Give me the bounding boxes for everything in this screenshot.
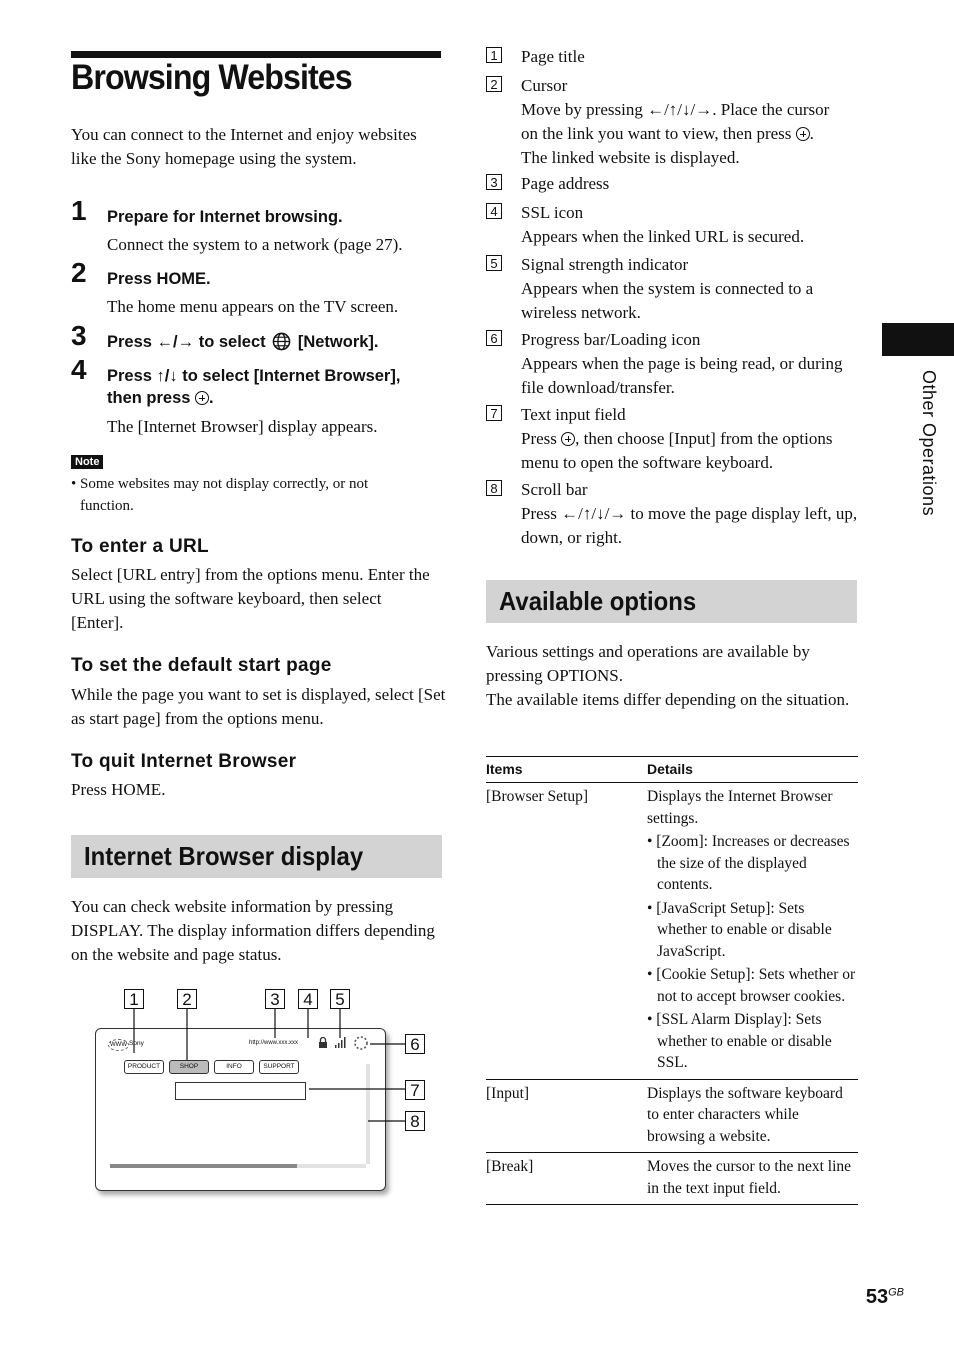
- table-cell-item: [Break]: [486, 1153, 647, 1205]
- note-badge: Note: [71, 455, 103, 469]
- legend-title: Page title: [521, 47, 585, 66]
- detail-bullet: • [SSL Alarm Display]: Sets whether to enable or disable SSL.: [647, 1011, 832, 1071]
- site-name: Sony: [129, 1040, 144, 1047]
- legend-desc-pre: on the link you want to view, then press: [521, 124, 792, 143]
- tv-button-product: PRODUCT: [124, 1060, 164, 1074]
- legend-number: 5: [486, 255, 502, 271]
- legend-title: Progress bar/Loading icon: [521, 330, 701, 349]
- section-band: [71, 835, 442, 878]
- step-heading: [107, 331, 379, 353]
- legend-number: 1: [486, 47, 502, 63]
- section-band-title: Available options: [499, 586, 697, 616]
- table-header-row: [486, 757, 858, 783]
- tv-button-support: SUPPORT: [259, 1060, 299, 1074]
- legend-desc: Appears when the page is being read, or during file download/transfer.: [521, 354, 843, 397]
- legend-desc-pre: Press: [521, 429, 557, 448]
- table-header: Details: [647, 757, 858, 783]
- callout-3: 3: [265, 989, 285, 1009]
- step-body: Connect the system to a network (page 27).: [107, 235, 403, 254]
- enter-button-icon: [796, 127, 810, 141]
- enter-button-icon: [561, 432, 575, 446]
- detail-text: Displays the Internet Browser settings.: [647, 788, 833, 827]
- callout-6: 6: [405, 1034, 425, 1054]
- legend-text: [521, 74, 861, 170]
- table-row: [486, 783, 858, 1080]
- page-number: [866, 1286, 904, 1309]
- table-cell-item: [Browser Setup]: [486, 783, 647, 1080]
- options-intro-text: Various settings and operations are available by pressing OPTIONS.: [486, 642, 810, 685]
- section-body: Select [URL entry] from the options menu. Enter the URL using the software keyboard, then select [Enter].: [71, 565, 430, 632]
- legend-desc: Press ←/↑/↓/→ to move the page display left, up, down, or right.: [521, 504, 858, 547]
- step-heading-post: [Network].: [297, 333, 379, 351]
- table-header: Items: [486, 757, 647, 783]
- legend-text: [521, 201, 861, 249]
- network-icon: [272, 332, 291, 351]
- table-row: [486, 1153, 858, 1205]
- detail-bullet: • [Zoom]: Increases or decreases the size of the displayed contents.: [647, 833, 850, 893]
- detail-bullet: • [JavaScript Setup]: Sets whether to enable or disable JavaScript.: [647, 899, 832, 960]
- legend-desc: Appears when the linked URL is secured.: [521, 227, 805, 246]
- step-number: 1: [71, 195, 87, 226]
- note-text: • Some websites may not display correctly, or not: [71, 476, 369, 492]
- enter-button-icon: [195, 391, 209, 405]
- step-heading: Prepare for Internet browsing.: [107, 208, 343, 226]
- table-cell-item: [Input]: [486, 1079, 647, 1153]
- legend-number: 7: [486, 405, 502, 421]
- legend-title: Cursor: [521, 76, 568, 95]
- step-heading-pre: then press: [107, 389, 191, 407]
- legend-title: SSL icon: [521, 203, 584, 222]
- step-heading: Press ↑/↓ to select [Internet Browser],: [107, 367, 401, 385]
- legend-number: 6: [486, 330, 502, 346]
- tv-button-info: INFO: [214, 1060, 254, 1074]
- table-row: [486, 1079, 858, 1153]
- legend-number: 2: [486, 76, 502, 92]
- legend-desc: Appears when the system is connected to a wireless network.: [521, 279, 814, 322]
- section-heading: To set the default start page: [71, 655, 332, 676]
- legend-text: [521, 403, 861, 475]
- page-address: http://www.xxx.xxx: [249, 1040, 299, 1046]
- legend-number: 8: [486, 480, 502, 496]
- title-rule: [71, 51, 441, 58]
- section-tab-marker: [882, 323, 954, 356]
- legend-desc-post: .: [809, 124, 814, 143]
- detail-bullet: • [Cookie Setup]: Sets whether or not to accept browser cookies.: [647, 966, 856, 1005]
- callout-4: 4: [298, 989, 318, 1009]
- callout-2: 2: [177, 989, 197, 1009]
- page-number-suffix: GB: [888, 1286, 904, 1299]
- callout-7: 7: [405, 1080, 425, 1100]
- section-band: [486, 580, 857, 623]
- browser-display-body: You can check website information by pressing DISPLAY. The display information differs depending on the website and page status.: [71, 897, 435, 964]
- page-number-value: 53: [865, 1286, 889, 1308]
- section-body: Press HOME.: [71, 780, 166, 799]
- legend-desc-post: , then choose [Input] from the options menu to open the software keyboard.: [521, 429, 833, 472]
- step-number: 3: [71, 320, 87, 351]
- options-table: [486, 756, 858, 1205]
- section-body: While the page you want to set is displayed, select [Set as start page] from the options menu.: [71, 685, 446, 728]
- legend-desc: [521, 427, 861, 475]
- legend-desc: [521, 122, 861, 146]
- legend-title: Page address: [521, 174, 610, 193]
- side-section-label: Other Operations: [919, 370, 939, 517]
- step-body: The home menu appears on the TV screen.: [107, 297, 399, 316]
- legend-number: 3: [486, 174, 502, 190]
- options-intro: [486, 640, 858, 712]
- legend-desc: Move by pressing ←/↑/↓/→. Place the cursor: [521, 100, 830, 119]
- step-heading: Press HOME.: [107, 270, 211, 288]
- legend-title: Scroll bar: [521, 480, 588, 499]
- section-heading: To quit Internet Browser: [71, 751, 297, 772]
- legend-number: 4: [486, 203, 502, 219]
- note-text: function.: [80, 498, 134, 514]
- tv-button-shop: SHOP: [169, 1060, 209, 1074]
- legend-desc: The linked website is displayed.: [521, 148, 740, 167]
- legend-text: [521, 478, 861, 550]
- step-heading-pre: Press ←/→ to select: [107, 333, 266, 351]
- legend-text: [521, 253, 846, 325]
- callout-5: 5: [330, 989, 350, 1009]
- table-cell-detail: [647, 783, 858, 1080]
- callout-8: 8: [405, 1111, 425, 1131]
- browser-diagram: [95, 985, 435, 1200]
- step-heading-post: .: [209, 389, 214, 407]
- step-body: The [Internet Browser] display appears.: [107, 417, 378, 436]
- callout-1: 1: [124, 989, 144, 1009]
- step-number: 4: [71, 354, 87, 385]
- options-intro-text: The available items differ depending on the situation.: [486, 690, 850, 709]
- legend-title: Text input field: [521, 405, 626, 424]
- table-cell-detail: Displays the software keyboard to enter characters while browsing a website.: [647, 1079, 858, 1153]
- page-title: Browsing Websites: [71, 58, 352, 97]
- section-band-title: Internet Browser display: [84, 841, 364, 871]
- step-heading: [107, 387, 214, 409]
- www-icon: WWW: [108, 1039, 129, 1051]
- table-cell-detail: Moves the cursor to the next line in the text input field.: [647, 1153, 858, 1205]
- section-heading: To enter a URL: [71, 536, 209, 557]
- legend-text: [521, 328, 861, 400]
- legend-title: Signal strength indicator: [521, 255, 689, 274]
- callout-lines: [95, 985, 435, 1200]
- step-number: 2: [71, 257, 87, 288]
- intro-text: You can connect to the Internet and enjoy websites like the Sony homepage using the system.: [71, 125, 417, 168]
- options-table-wrap: [486, 756, 858, 1205]
